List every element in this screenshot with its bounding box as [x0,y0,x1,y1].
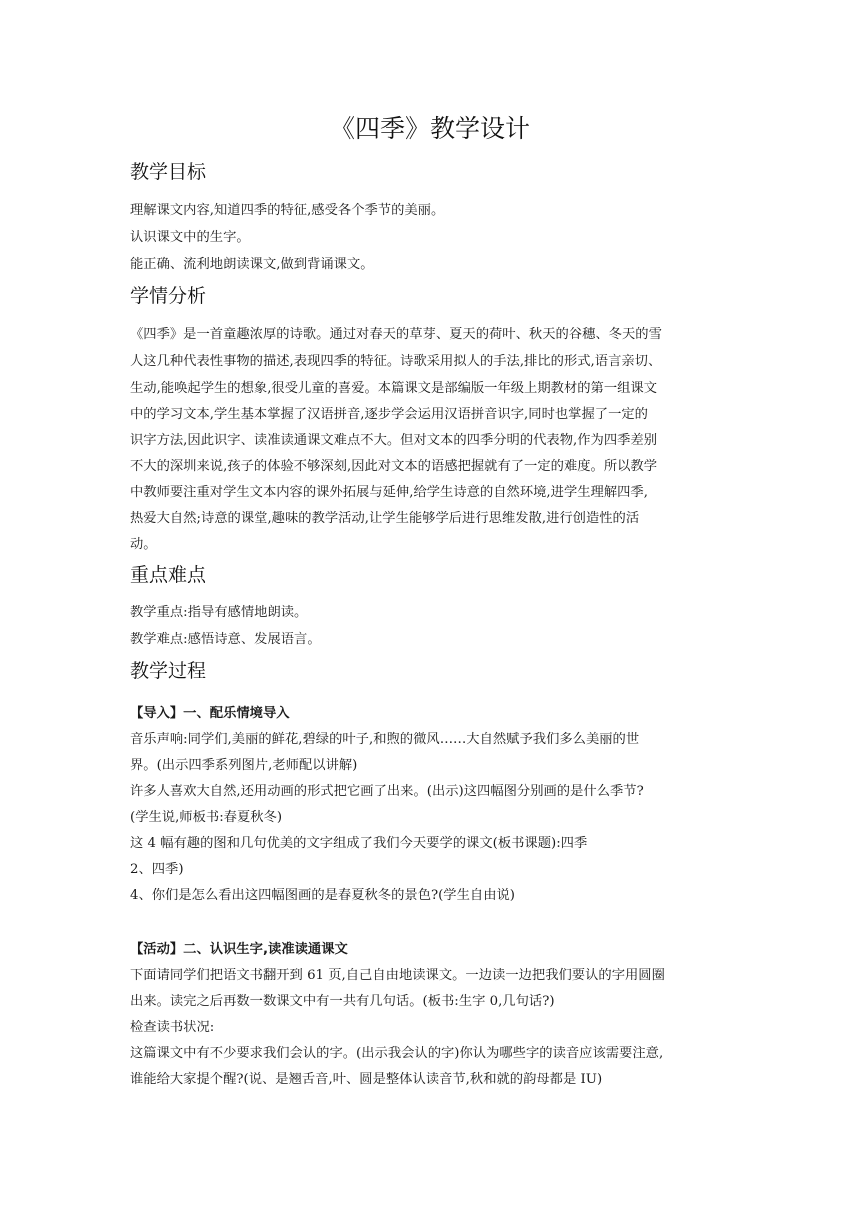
process-line: 2、四季) [130,862,184,877]
goals-line: 认识课文中的生字。 [130,230,250,245]
process-part2-label: 【活动】二、认识生字,读准读通课文 [130,942,348,957]
goals-line: 理解课文内容,知道四季的特征,感受各个季节的美丽。 [130,203,445,218]
heading-process: 教学过程 [130,660,207,682]
process-line: 谁能给大家提个醒?(说、是翘舌音,叶、圆是整体认读音节,秋和就的韵母都是 IU) [130,1072,603,1087]
analysis-line: 热爱大自然;诗意的课堂,趣味的教学活动,让学生能够学后进行思维发散,进行创造性的活 [130,511,640,526]
analysis-line: 人这几种代表性事物的描述,表现四季的特征。诗歌采用拟人的手法,排比的形式,语言亲切、 [130,354,662,369]
process-part1-label: 【导入】一、配乐情境导入 [130,706,290,721]
heading-goals: 教学目标 [130,161,207,183]
goals-line: 能正确、流利地朗读课文,做到背诵课文。 [130,257,374,272]
heading-keypoints: 重点难点 [130,564,207,586]
analysis-line: 不大的深圳来说,孩子的体验不够深刻,因此对文本的语感把握就有了一定的难度。所以教学 [130,459,658,474]
analysis-line: 生动,能唤起学生的想象,很受儿童的喜爱。本篇课文是部编版一年级上期教材的第一组课文 [130,381,658,396]
process-line: 4、你们是怎么看出这四幅图画的是春夏秋冬的景色?(学生自由说) [130,888,515,903]
process-line: 界。(出示四季系列图片,老师配以讲解) [130,758,358,773]
process-line: 下面请同学们把语文书翻开到 61 页,自己自由地读课文。一边读一边把我们要认的字用圆圈 [130,968,665,983]
process-line: 检查读书状况: [130,1020,215,1035]
process-line: 许多人喜欢大自然,还用动画的形式把它画了出来。(出示)这四幅图分别画的是什么季节? [130,784,644,799]
heading-analysis: 学情分析 [130,285,207,307]
keypoints-line: 教学难点:感悟诗意、发展语言。 [130,632,321,647]
analysis-line: 《四季》是一首童趣浓厚的诗歌。通过对春天的草芽、夏天的荷叶、秋天的谷穗、冬天的雪 [130,327,662,342]
analysis-line: 中的学习文本,学生基本掌握了汉语拼音,逐步学会运用汉语拼音识字,同时也掌握了一定的 [130,407,648,422]
keypoints-line: 教学重点:指导有感情地朗读。 [130,605,308,620]
process-line: 出来。读完之后再数一数课文中有一共有几句话。(板书:生字 0,几句话?) [130,994,555,1009]
process-line: 音乐声响:同学们,美丽的鲜花,碧绿的叶子,和煦的微风……大自然赋予我们多么美丽的世 [130,732,640,747]
analysis-line: 识字方法,因此识字、读准读通课文难点不大。但对文本的四季分明的代表物,作为四季差别 [130,433,658,448]
process-line: 这 4 幅有趣的图和几句优美的文字组成了我们今天要学的课文(板书课题):四季 [130,836,588,851]
process-line: (学生说,师板书:春夏秋冬) [130,810,283,825]
analysis-line: 中教师要注重对学生文本内容的课外拓展与延伸,给学生诗意的自然环境,进学生理解四季, [130,485,648,500]
analysis-line: 动。 [130,537,157,552]
document-title: 《四季》教学设计 [329,114,530,143]
process-line: 这篇课文中有不少要求我们会认的字。(出示我会认的字)你认为哪些字的读音应该需要注意, [130,1046,664,1061]
